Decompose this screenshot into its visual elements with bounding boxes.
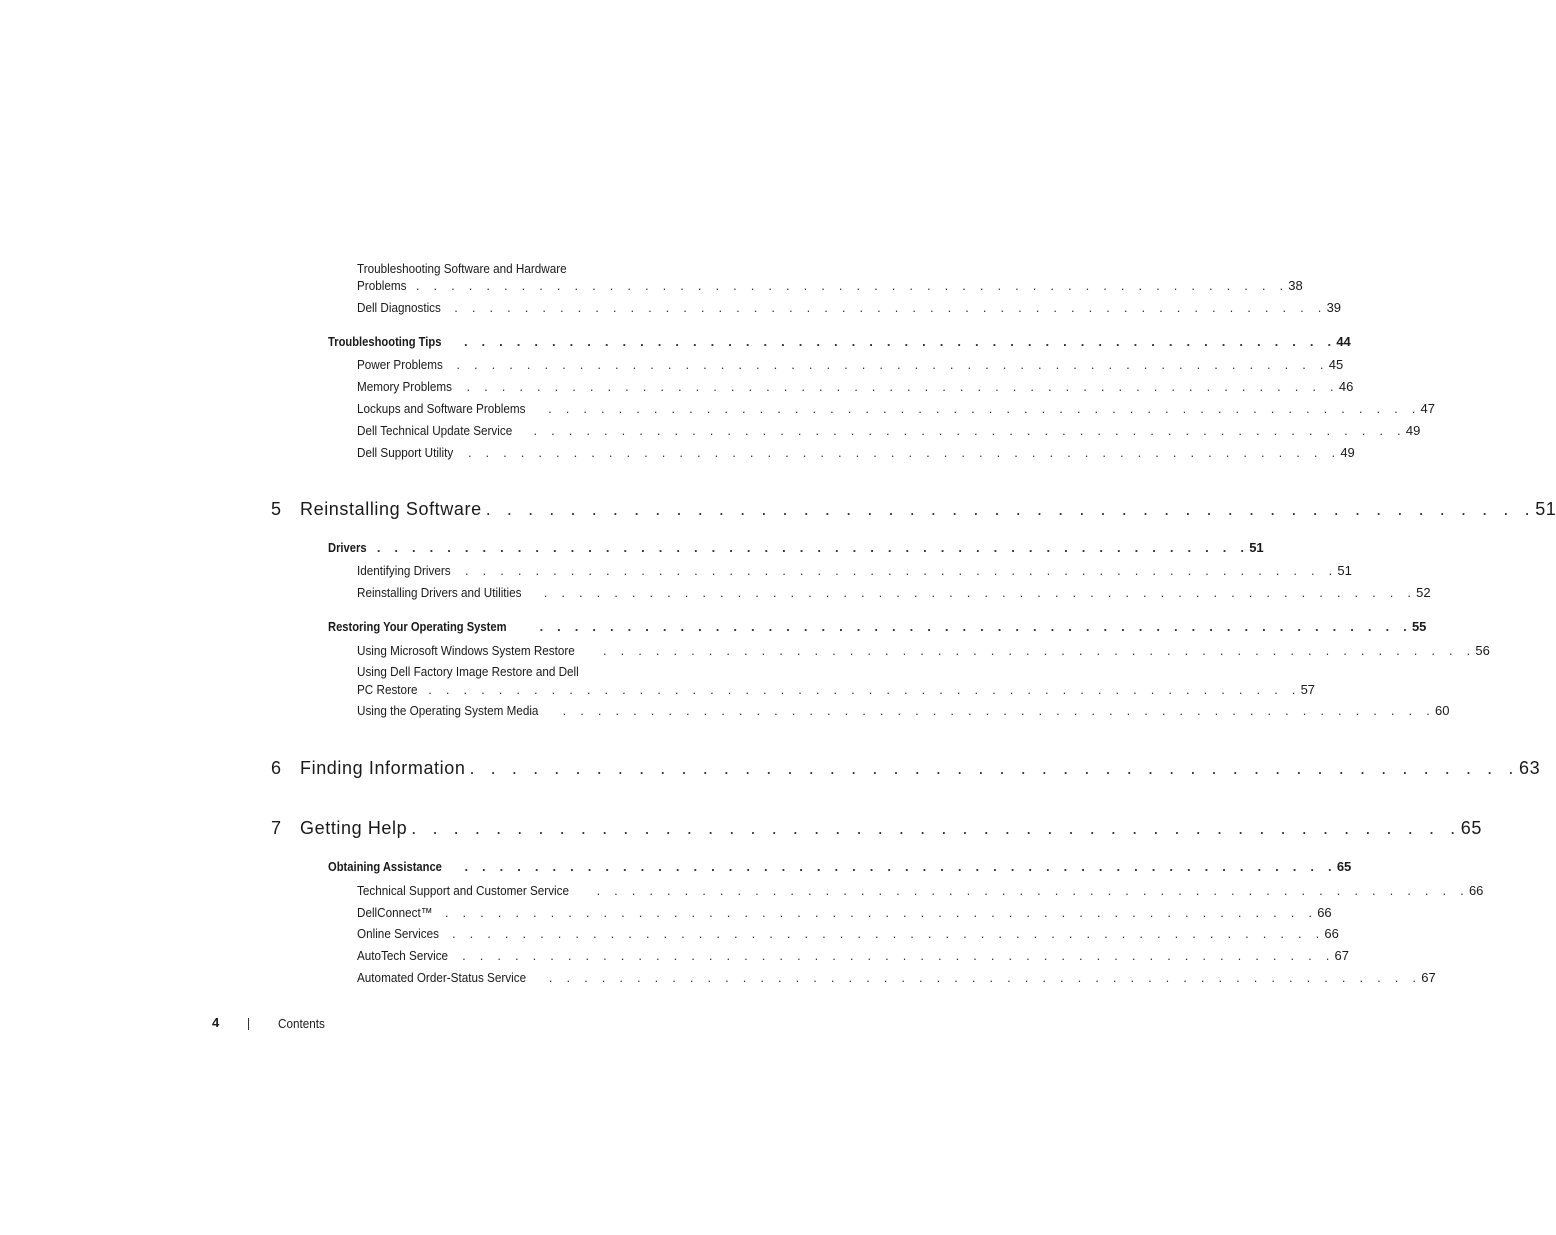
toc-page-number: 57	[1300, 682, 1316, 697]
toc-entry-autotech[interactable]	[357, 948, 1350, 963]
toc-entry-troubleshooting-sw-hw[interactable]	[357, 278, 1303, 293]
toc-entry-title: Power Problems	[357, 357, 443, 372]
toc-entry-title: PC Restore	[357, 682, 418, 697]
toc-entry-line1: Troubleshooting Software and Hardware	[357, 261, 567, 276]
toc-entry-technical-support[interactable]	[357, 883, 1484, 898]
toc-entry-title: Technical Support and Customer Service	[357, 883, 570, 898]
toc-entry-obtaining-assistance[interactable]	[328, 859, 1352, 874]
toc-leader: . . . . . . . . . . . . . . . . . . . . . . . . . . . . . . . . . . . . . . . . . . . . . . . . . .	[456, 357, 1329, 372]
toc-entry-troubleshooting-tips[interactable]	[328, 334, 1351, 349]
toc-entry-title: Lockups and Software Problems	[357, 401, 526, 416]
toc-entry-system-restore[interactable]	[357, 643, 1490, 658]
toc-entry-reinstalling-drivers[interactable]	[357, 585, 1431, 600]
toc-page-number: 49	[1340, 445, 1355, 460]
toc-entry-order-status[interactable]	[357, 970, 1436, 985]
toc-leader: . . . . . . . . . . . . . . . . . . . . . . . . . . . . . . . . . . . . . . . . . . . . . . . . . .	[543, 585, 1417, 600]
toc-page-number: 66	[1324, 926, 1339, 941]
toc-leader: . . . . . . . . . . . . . . . . . . . . . . . . . . . . . . . . . . . . . . . . . . . . . . . . . .	[454, 300, 1327, 315]
toc-leader: . . . . . . . . . . . . . . . . . . . . . . . . . . . . . . . . . . . . . . . . . . . . . . . . . .	[444, 905, 1318, 920]
toc-entry-title: Troubleshooting Tips	[328, 334, 442, 349]
toc-leader: . . . . . . . . . . . . . . . . . . . . . . . . . . . . . . . . . . . . . . . . . . . . . . . . . .	[452, 926, 1325, 941]
toc-entry-lockups[interactable]	[357, 401, 1435, 416]
toc-chapter-6[interactable]	[271, 758, 1541, 779]
toc-page-number: 47	[1420, 401, 1435, 416]
toc-page-number: 56	[1475, 643, 1490, 658]
toc-chapter-title: Reinstalling Software	[300, 499, 482, 519]
footer-section-label: Contents	[278, 1016, 325, 1031]
toc-page-number: 60	[1434, 703, 1450, 718]
toc-entry-title: Using the Operating System Media	[357, 703, 539, 718]
toc-leader: . . . . . . . . . . . . . . . . . . . . . . . . . . . . . . . . . . . . . . . . . . . . . . . . . .	[376, 540, 1250, 555]
toc-page-number: 44	[1336, 334, 1351, 349]
toc-entry-title: Dell Technical Update Service	[357, 423, 513, 438]
toc-leader: . . . . . . . . . . . . . . . . . . . . . . . . . . . . . . . . . . . . . . . . . . . . . . . . . .	[463, 334, 1337, 349]
toc-page-number: 51	[1535, 499, 1556, 519]
toc-page-number: 67	[1421, 970, 1436, 985]
toc-entry-dellconnect[interactable]	[357, 905, 1332, 920]
toc-page-number: 65	[1336, 859, 1352, 874]
toc-entry-title: Memory Problems	[357, 379, 452, 394]
toc-entry-title: Problems	[357, 278, 407, 293]
toc-page-number: 45	[1328, 357, 1344, 372]
toc-entry-drivers[interactable]	[328, 540, 1264, 555]
footer-divider	[248, 1018, 249, 1030]
toc-entry-identifying-drivers[interactable]	[357, 563, 1352, 578]
toc-leader: . . . . . . . . . . . . . . . . . . . . . . . . . . . . . . . . . . . . . . . . . . . . . . . . . .	[462, 948, 1335, 963]
toc-entry-title: Dell Support Utility	[357, 445, 454, 460]
toc-leader: . . . . . . . . . . . . . . . . . . . . . . . . . . . . . . . . . . . . . . . . . . . . . . . . . .	[596, 883, 1469, 898]
toc-page-number: 65	[1460, 818, 1482, 838]
toc-entry-title: DellConnect™	[357, 905, 433, 920]
toc-leader: . . . . . . . . . . . . . . . . . . . . . . . . . . . . . . . . . . . . . . . . . . . . . . . . . .	[467, 445, 1341, 460]
toc-page-number: 66	[1317, 905, 1332, 920]
toc-leader: . . . . . . . . . . . . . . . . . . . . . . . . . . . . . . . . . . . . . . . . . . . . . . . . . .	[533, 423, 1406, 438]
toc-leader: . . . . . . . . . . . . . . . . . . . . . . . . . . . . . . . . . . . . . . . . . . . . . . . . . .	[603, 643, 1476, 658]
toc-entry-support-utility[interactable]	[357, 445, 1355, 460]
toc-chapter-number: 6	[271, 758, 282, 778]
toc-entry-power-problems[interactable]	[357, 357, 1344, 372]
toc-entry-factory-image-restore[interactable]	[357, 682, 1316, 697]
toc-page-number: 67	[1334, 948, 1350, 963]
toc-entry-restoring-os[interactable]	[328, 619, 1427, 634]
toc-entry-title: Dell Diagnostics	[357, 300, 441, 315]
toc-entry-title: Restoring Your Operating System	[328, 619, 507, 634]
toc-entry-dell-diagnostics[interactable]	[357, 300, 1342, 315]
toc-leader: . . . . . . . . . . . . . . . . . . . . . . . . . . . . . . . . . . . . . . . . . . . . . . . . . .	[411, 818, 1461, 838]
toc-leader: . . . . . . . . . . . . . . . . . . . . . . . . . . . . . . . . . . . . . . . . . . . . . . . . . .	[548, 970, 1422, 985]
toc-chapter-number: 7	[271, 818, 282, 838]
toc-chapter-7[interactable]	[271, 818, 1482, 839]
toc-page-number: 49	[1405, 423, 1421, 438]
toc-page-number: 46	[1338, 379, 1354, 394]
toc-leader: . . . . . . . . . . . . . . . . . . . . . . . . . . . . . . . . . . . . . . . . . . . . . . . . . .	[428, 682, 1301, 697]
toc-entry-title: AutoTech Service	[357, 948, 449, 963]
toc-page-number: 51	[1337, 563, 1352, 578]
toc-chapter-number: 5	[271, 499, 282, 519]
toc-page-number: 63	[1518, 758, 1541, 778]
toc-leader: . . . . . . . . . . . . . . . . . . . . . . . . . . . . . . . . . . . . . . . . . . . . . . . . . .	[485, 499, 1536, 519]
toc-entry-title: Drivers	[328, 540, 367, 555]
toc-chapter-title: Finding Information	[300, 758, 466, 778]
toc-leader: . . . . . . . . . . . . . . . . . . . . . . . . . . . . . . . . . . . . . . . . . . . . . . . . . .	[415, 278, 1289, 293]
toc-leader: . . . . . . . . . . . . . . . . . . . . . . . . . . . . . . . . . . . . . . . . . . . . . . . . . .	[539, 619, 1412, 634]
toc-page-number: 66	[1468, 883, 1484, 898]
toc-entry-memory-problems[interactable]	[357, 379, 1354, 394]
toc-page-number: 52	[1416, 585, 1431, 600]
toc-entry-online-services[interactable]	[357, 926, 1339, 941]
toc-leader: . . . . . . . . . . . . . . . . . . . . . . . . . . . . . . . . . . . . . . . . . . . . . . . . . .	[466, 379, 1339, 394]
toc-entry-title: Identifying Drivers	[357, 563, 451, 578]
toc-entry-title: Using Microsoft Windows System Restore	[357, 643, 575, 658]
toc-page-number: 38	[1288, 278, 1303, 293]
toc-entry-title: Reinstalling Drivers and Utilities	[357, 585, 522, 600]
toc-page-number: 51	[1249, 540, 1264, 555]
toc-chapter-title: Getting Help	[300, 818, 408, 838]
toc-entry-line1: Using Dell Factory Image Restore and Dell	[357, 664, 579, 679]
toc-entry-title: Online Services	[357, 926, 439, 941]
toc-leader: . . . . . . . . . . . . . . . . . . . . . . . . . . . . . . . . . . . . . . . . . . . . . . . . . .	[548, 401, 1421, 416]
toc-leader: . . . . . . . . . . . . . . . . . . . . . . . . . . . . . . . . . . . . . . . . . . . . . . . . . .	[562, 703, 1435, 718]
toc-leader: . . . . . . . . . . . . . . . . . . . . . . . . . . . . . . . . . . . . . . . . . . . . . . . . . .	[465, 563, 1338, 578]
toc-page-number: 55	[1411, 619, 1427, 634]
toc-chapter-5[interactable]	[271, 499, 1556, 520]
toc-leader: . . . . . . . . . . . . . . . . . . . . . . . . . . . . . . . . . . . . . . . . . . . . . . . . . .	[469, 758, 1519, 778]
toc-leader: . . . . . . . . . . . . . . . . . . . . . . . . . . . . . . . . . . . . . . . . . . . . . . . . . .	[464, 859, 1337, 874]
toc-entry-title: Automated Order-Status Service	[357, 970, 527, 985]
toc-entry-technical-update[interactable]	[357, 423, 1421, 438]
toc-entry-os-media[interactable]	[357, 703, 1450, 718]
toc-entry-title: Obtaining Assistance	[328, 859, 442, 874]
toc-page-number: 39	[1326, 300, 1342, 315]
footer-page-number: 4	[212, 1015, 220, 1030]
